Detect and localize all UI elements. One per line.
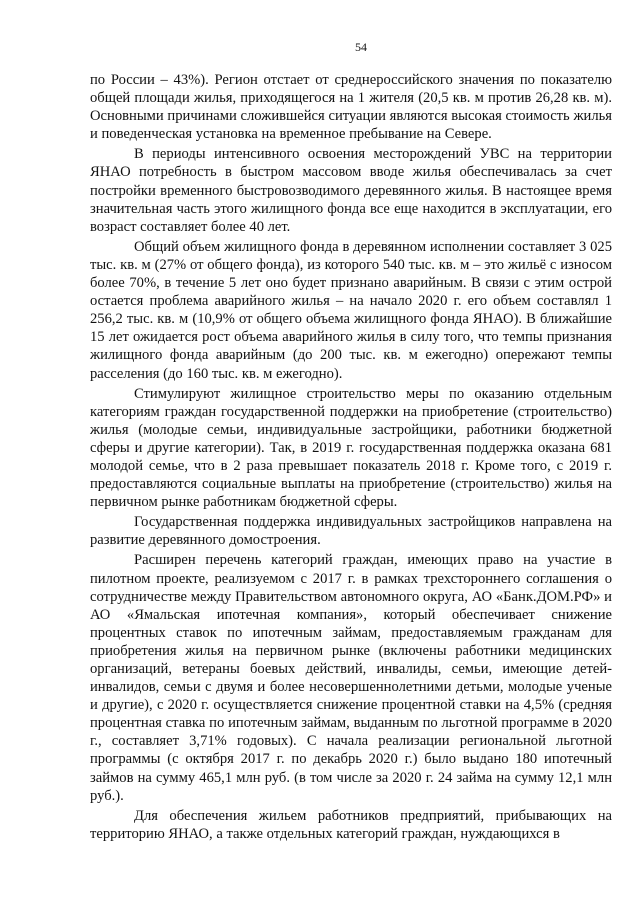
paragraph-state-support: Стимулируют жилищное строительство меры по оказанию отдельным категориям граждан государственной поддержки на приобретение (строительство) жилья (молодые семьи, индивидуальные застройщики, работники бюджетной сферы и другие категории). Так, в 2019 г. государственная поддержка оказана 681 молодой семье, что в 2 раза превышает показатель 2018 г. Кроме того, с 2019 г. предоставляются социальные выплаты на приобретение (строительство) жилья на первичном рынке работникам бюджетной сферы. xyxy=(90,385,612,511)
page-number: 54 xyxy=(355,40,367,54)
paragraph-wooden-housing-stock: Общий объем жилищного фонда в деревянном исполнении составляет 3 025 тыс. кв. м (27% от общего фонда), из которого 540 тыс. кв. м – это жильё с износом более 70%, в течение 5 лет оно будет признано аварийным. В связи с этим острой остается проблема аварийного жилья – на начало 2020 г. его объем составлял 1 256,2 тыс. кв. м (10,9% от общего объема жилищного фонда ЯНАО). В ближайшие 15 лет ожидается рост объема аварийного жилья в силу того, что темпы признания жилищного фонда аварийным (до 200 тыс. кв. м ежегодно) опережают темпы расселения (до 160 тыс. кв. м ежегодно). xyxy=(90,238,612,382)
paragraph-temporary-housing: В периоды интенсивного освоения месторождений УВС на территории ЯНАО потребность в быстром массовом вводе жилья обеспечивалась за счет постройки временного быстровозводимого деревянного жилья. В настоящее время значительная часть этого жилищного фонда все еще находится в эксплуатации, его возраст составляет более 40 лет. xyxy=(90,146,612,235)
paragraph-individual-builders: Государственная поддержка индивидуальных застройщиков направлена на развитие деревянного домостроения. xyxy=(90,514,612,549)
paragraph-mortgage-program: Расширен перечень категорий граждан, имеющих право на участие в пилотном проекте, реализуемом с 2017 г. в рамках трехстороннего соглашения о сотрудничестве между Правительством автономного округа, АО «Банк.ДОМ.РФ» и АО «Ямальская ипотечная компания», который обеспечивает снижение процентных ставок по ипотечным займам, предоставляемым гражданам для приобретения жилья на первичном рынке (включены работники медицинских организаций, ветераны боевых действий, инвалиды, семьи, имеющие детей-инвалидов, семьи с двумя и более несовершеннолетними детьми, молодые ученые и другие), с 2020 г. осуществляется снижение процентной ставки на 4,5% (средняя процентная ставка по ипотечным займам, выданным по льготной программе в 2020 г., составляет 3,71% годовых). С начала реализации региональной льготной программы (с октября 2017 г. по декабрь 2020 г.) было выдано 180 ипотечный займов на сумму 465,1 млн руб. (в том числе за 2020 г. 24 займа на сумму 12,1 млн руб.). xyxy=(90,552,612,804)
body-text xyxy=(90,71,612,843)
paragraph-worker-housing: Для обеспечения жильем работников предприятий, прибывающих на территорию ЯНАО, а также отдельных категорий граждан, нуждающихся в xyxy=(90,807,612,842)
paragraph-housing-area: по России – 43%). Регион отстает от среднероссийского значения по показателю общей площади жилья, приходящегося на 1 жителя (20,5 кв. м против 26,28 кв. м). Основными причинами сложившейся ситуации являются высокая стоимость жилья и поведенческая установка на временное пребывание на Севере. xyxy=(90,72,612,143)
